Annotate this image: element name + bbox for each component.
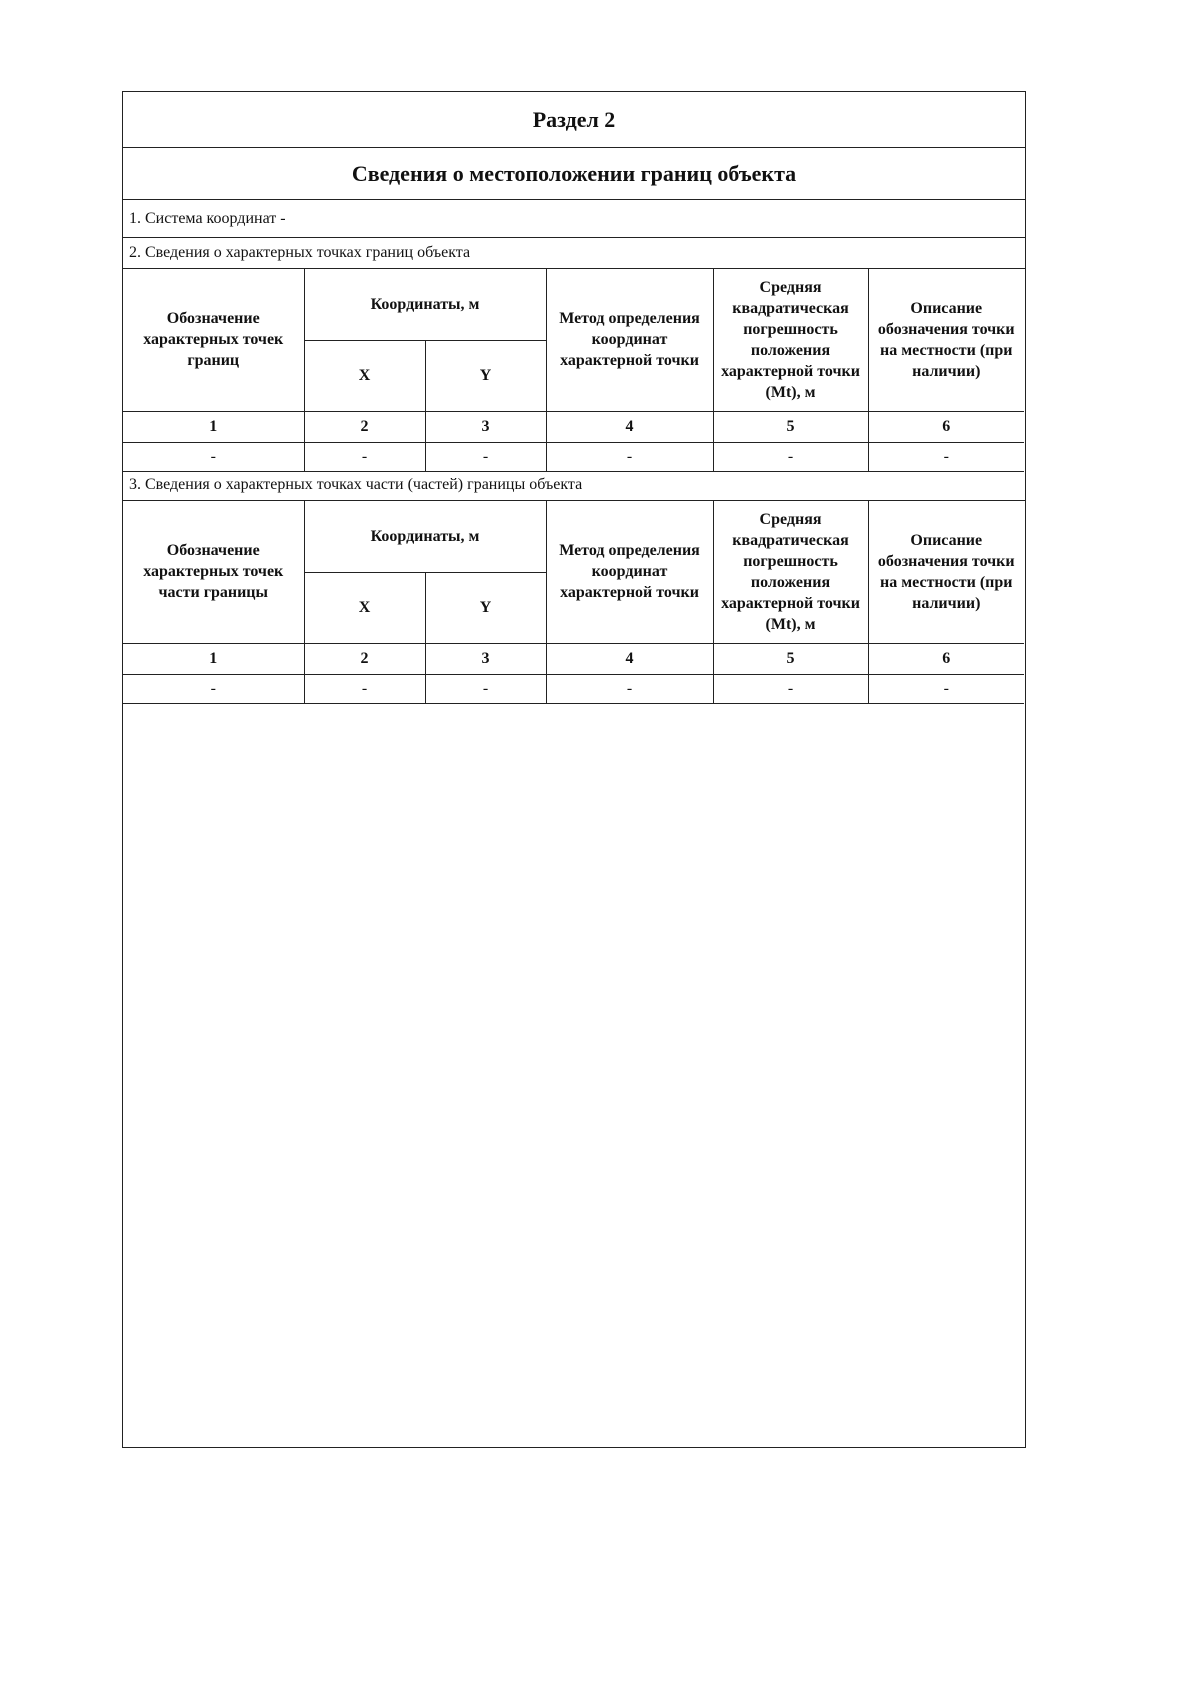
column-number: 2 xyxy=(304,411,425,442)
table-cell: - xyxy=(123,674,304,703)
header-designation: Обозначение характерных точек границ xyxy=(123,269,304,411)
table-cell: - xyxy=(868,442,1024,471)
table-cell: - xyxy=(546,674,713,703)
column-number: 6 xyxy=(868,411,1024,442)
header-designation: Обозначение характерных точек части границы xyxy=(123,501,304,643)
table-cell: - xyxy=(425,674,546,703)
column-number: 4 xyxy=(546,643,713,674)
table-cell: - xyxy=(546,442,713,471)
table-cell: - xyxy=(868,674,1024,703)
header-error: Средняя квадратическая погрешность положения характерной точки (Mt), м xyxy=(713,501,868,643)
column-number: 5 xyxy=(713,643,868,674)
table-cell: - xyxy=(304,674,425,703)
column-number: 3 xyxy=(425,643,546,674)
table-row xyxy=(123,442,1024,471)
column-number: 1 xyxy=(123,643,304,674)
boundary-points-table xyxy=(123,269,1024,472)
column-number: 5 xyxy=(713,411,868,442)
section-subtitle: Сведения о местоположении границ объекта xyxy=(123,148,1025,200)
column-numbers-row xyxy=(123,643,1024,674)
boundary-points-caption: 2. Сведения о характерных точках границ объекта xyxy=(123,238,1025,269)
table-cell: - xyxy=(123,442,304,471)
header-y: Y xyxy=(425,572,546,643)
part-boundary-points-table xyxy=(123,501,1024,704)
column-numbers-row xyxy=(123,411,1024,442)
header-coordinates: Координаты, м xyxy=(304,501,546,572)
column-number: 4 xyxy=(546,411,713,442)
header-error: Средняя квадратическая погрешность положения характерной точки (Mt), м xyxy=(713,269,868,411)
coordinate-system-line: 1. Система координат - xyxy=(123,200,1025,238)
header-description: Описание обозначения точки на местности (при наличии) xyxy=(868,501,1024,643)
column-number: 3 xyxy=(425,411,546,442)
column-number: 1 xyxy=(123,411,304,442)
table-cell: - xyxy=(425,442,546,471)
header-y: Y xyxy=(425,340,546,411)
header-method: Метод определения координат характерной точки xyxy=(546,269,713,411)
column-number: 2 xyxy=(304,643,425,674)
table-cell: - xyxy=(304,442,425,471)
table-cell: - xyxy=(713,674,868,703)
section-title: Раздел 2 xyxy=(123,92,1025,148)
header-coordinates: Координаты, м xyxy=(304,269,546,340)
header-x: X xyxy=(304,572,425,643)
document-frame xyxy=(122,91,1026,1448)
header-method: Метод определения координат характерной точки xyxy=(546,501,713,643)
header-x: X xyxy=(304,340,425,411)
table-cell: - xyxy=(713,442,868,471)
table-row xyxy=(123,674,1024,703)
column-number: 6 xyxy=(868,643,1024,674)
header-description: Описание обозначения точки на местности (при наличии) xyxy=(868,269,1024,411)
part-boundary-points-caption: 3. Сведения о характерных точках части (частей) границы объекта xyxy=(123,470,1025,501)
